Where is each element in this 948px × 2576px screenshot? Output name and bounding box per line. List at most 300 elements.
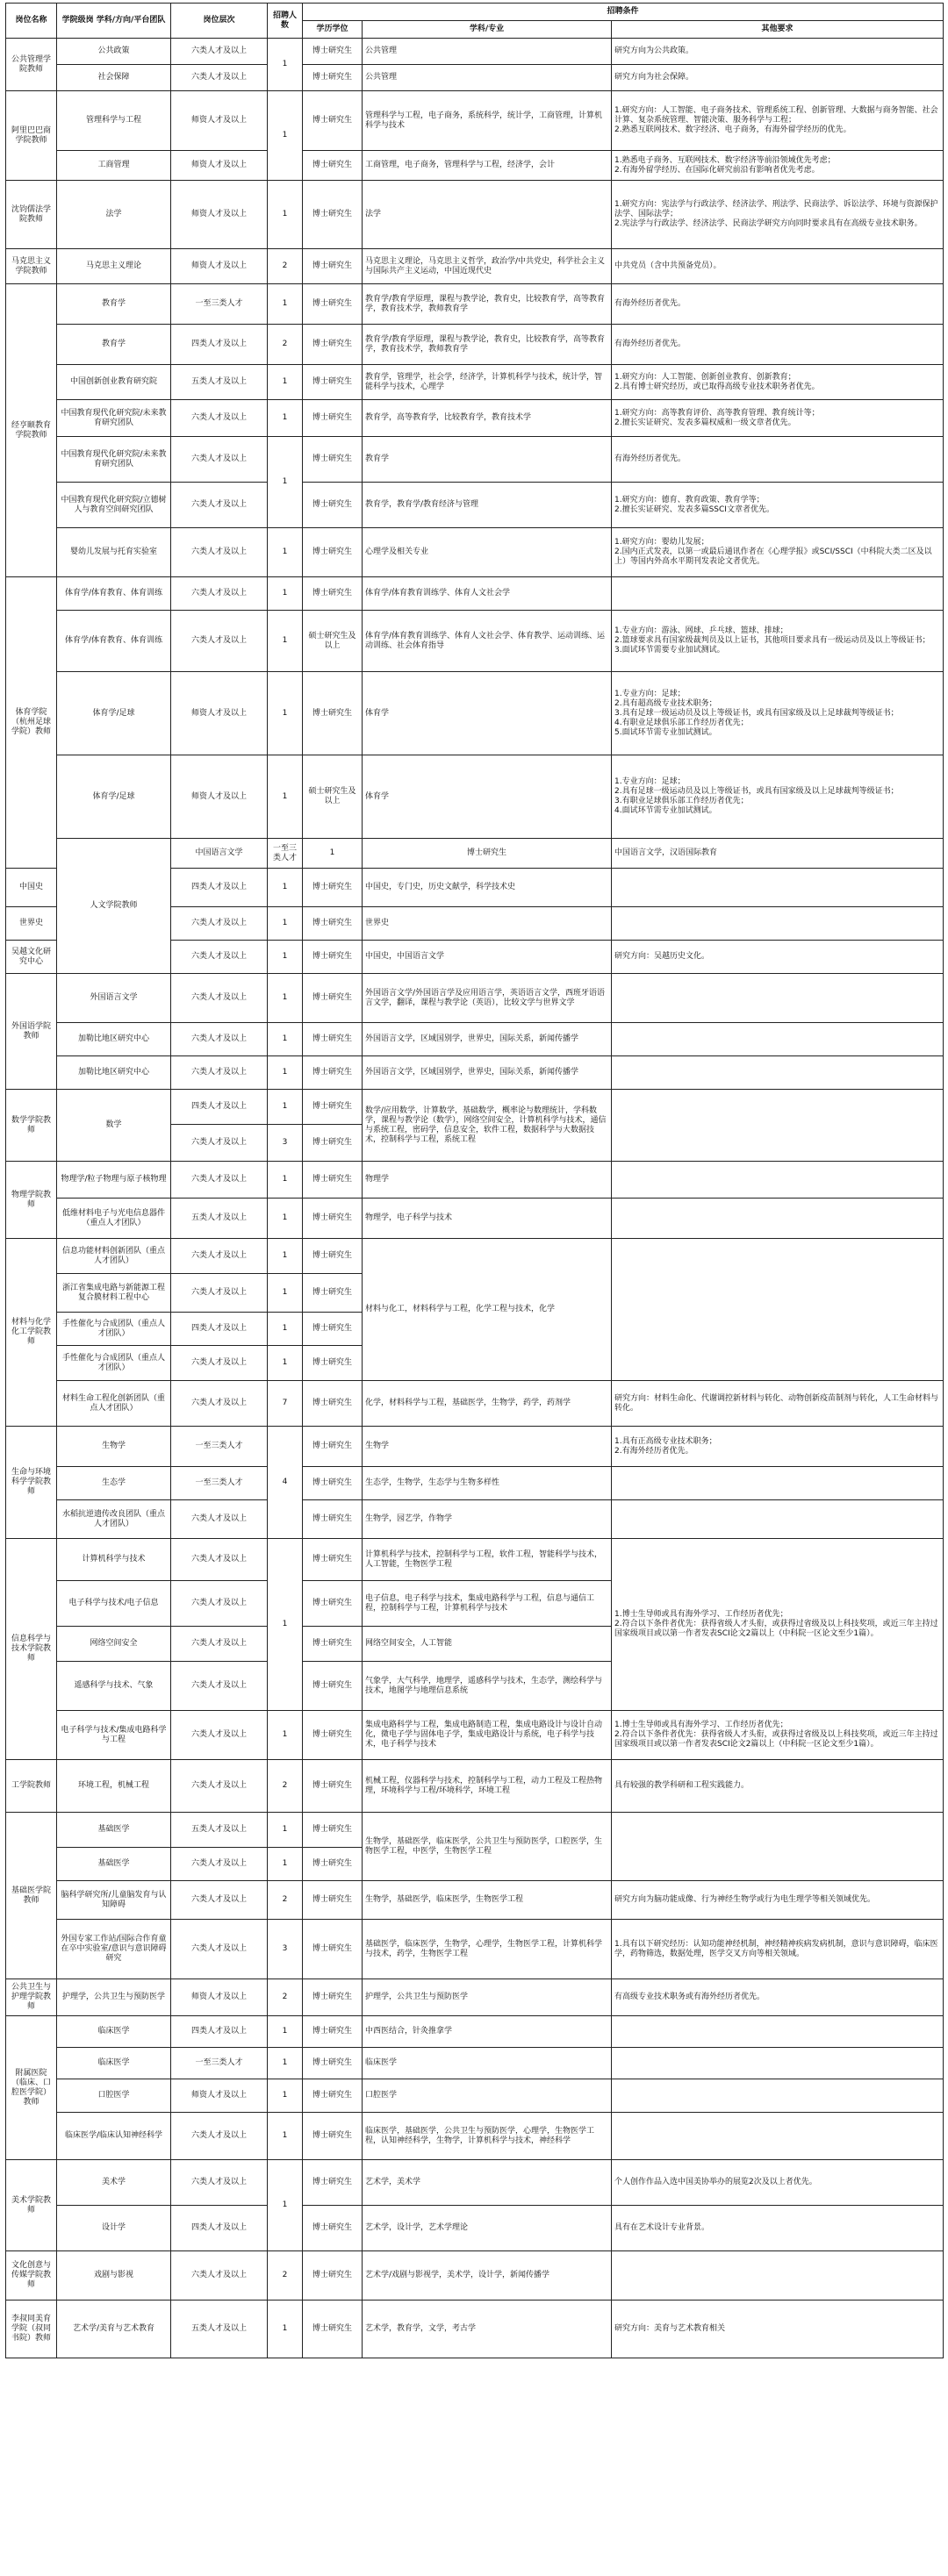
other-requirements-cell: 1.专业方向：足球； 2.具有足球一级运动员及以上等级证书，或具有国家级及以上足球裁判等级证书； 3.有职业足球俱乐部工作经历者优先； 4.面试环节需专业加试测试。 bbox=[612, 755, 944, 839]
count-cell: 2 bbox=[268, 2251, 303, 2301]
count-cell: 3 bbox=[268, 1920, 303, 1979]
degree-cell: 博士研究生 bbox=[303, 1467, 363, 1500]
degree-cell: 博士研究生 bbox=[303, 1239, 363, 1274]
table-row bbox=[6, 181, 944, 249]
position-name-cell: 数学学院教师 bbox=[6, 1090, 57, 1162]
level-cell: 六类人才及以上 bbox=[171, 1711, 268, 1760]
table-row bbox=[6, 2048, 944, 2079]
degree-cell: 博士研究生 bbox=[303, 365, 363, 400]
level-cell: 六类人才及以上 bbox=[171, 65, 268, 91]
table-row bbox=[6, 365, 944, 400]
count-cell: 1 bbox=[268, 91, 303, 181]
level-cell: 六类人才及以上 bbox=[171, 437, 268, 483]
table-row bbox=[6, 91, 944, 151]
degree-cell: 博士研究生 bbox=[303, 1427, 363, 1467]
major-cell: 生物学，基础医学，临床医学，生物医学工程 bbox=[363, 1881, 612, 1920]
major-cell: 公共管理 bbox=[363, 39, 612, 65]
count-cell: 1 bbox=[268, 1313, 303, 1346]
level-cell: 六类人才及以上 bbox=[171, 1500, 268, 1539]
count-cell: 1 bbox=[268, 1023, 303, 1056]
position-name-cell: 公共管理学院教师 bbox=[6, 39, 57, 91]
degree-cell: 博士研究生 bbox=[303, 249, 363, 284]
team-cell: 浙江省集成电路与新能源工程复合膜材料工程中心 bbox=[57, 1274, 171, 1313]
other-requirements-cell bbox=[612, 1056, 944, 1090]
team-cell: 水稻抗逆遗传改良团队（重点人才团队） bbox=[57, 1500, 171, 1539]
level-cell: 师资人才及以上 bbox=[171, 91, 268, 151]
table-row bbox=[6, 1979, 944, 2016]
degree-cell: 博士研究生 bbox=[303, 2079, 363, 2113]
level-cell: 六类人才及以上 bbox=[171, 483, 268, 528]
team-cell: 加勒比地区研究中心 bbox=[57, 1056, 171, 1090]
degree-cell: 硕士研究生及以上 bbox=[303, 611, 363, 672]
other-requirements-cell: 中共党员（含中共预备党员）。 bbox=[612, 249, 944, 284]
position-name-cell: 李叔同美育学院（叔同书院）教师 bbox=[6, 2301, 57, 2358]
level-cell: 六类人才及以上 bbox=[171, 1274, 268, 1313]
level-cell: 师资人才及以上 bbox=[171, 672, 268, 755]
major-cell: 中西医结合，针灸推拿学 bbox=[363, 2016, 612, 2048]
team-cell: 网络空间安全 bbox=[57, 1627, 171, 1662]
team-cell: 吴越文化研究中心 bbox=[6, 941, 57, 974]
team-cell: 马克思主义理论 bbox=[57, 249, 171, 284]
degree-cell: 博士研究生 bbox=[303, 528, 363, 577]
count-cell: 1 bbox=[268, 2079, 303, 2113]
major-cell: 机械工程，仪器科学与技术，控制科学与工程，动力工程及工程热物理，环境科学与工程/环境科学，环境工程 bbox=[363, 1760, 612, 1813]
table-row bbox=[6, 1711, 944, 1760]
level-cell: 六类人才及以上 bbox=[171, 941, 268, 974]
count-cell: 1 bbox=[268, 1090, 303, 1125]
count-cell: 7 bbox=[268, 1381, 303, 1427]
table-row bbox=[6, 1881, 944, 1920]
level-cell: 一至三类人才 bbox=[268, 839, 303, 869]
major-cell: 计算机科学与技术，控制科学与工程，软件工程，智能科学与技术，人工智能，生物医学工程 bbox=[363, 1539, 612, 1581]
other-requirements-cell bbox=[612, 2113, 944, 2160]
other-requirements-cell: 1.熟悉电子商务、互联网技术、数字经济等前沿领域优先考虑； 2.有海外留学经历、在国际化研究前沿有影响者优先考虑。 bbox=[612, 151, 944, 181]
other-requirements-cell bbox=[612, 2251, 944, 2301]
position-name-cell: 马克思主义学院教师 bbox=[6, 249, 57, 284]
count-cell: 1 bbox=[268, 1199, 303, 1239]
table-row bbox=[6, 577, 944, 611]
position-name-cell: 信息科学与技术学院教师 bbox=[6, 1539, 57, 1760]
position-name-cell: 人文学院教师 bbox=[57, 839, 171, 974]
major-cell: 材料与化工，材料科学与工程，化学工程与技术，化学 bbox=[363, 1239, 612, 1381]
degree-cell: 博士研究生 bbox=[303, 2113, 363, 2160]
table-row bbox=[6, 2301, 944, 2358]
position-name-cell: 材料与化学化工学院教师 bbox=[6, 1239, 57, 1427]
table-row bbox=[6, 611, 944, 672]
header-conditions: 招聘条件 bbox=[303, 4, 944, 21]
level-cell: 一至三类人才 bbox=[171, 284, 268, 325]
other-requirements-cell: 个人创作作品入选中国美协举办的展览2次及以上者优先。 bbox=[612, 2160, 944, 2206]
major-cell: 艺术学/戏剧与影视学，美术学，设计学，新闻传播学 bbox=[363, 2251, 612, 2301]
count-cell: 2 bbox=[268, 325, 303, 365]
degree-cell: 博士研究生 bbox=[303, 181, 363, 249]
other-requirements-cell bbox=[612, 974, 944, 1023]
table-row bbox=[6, 284, 944, 325]
team-cell: 生物学 bbox=[57, 1427, 171, 1467]
degree-cell: 博士研究生 bbox=[303, 2251, 363, 2301]
other-requirements-cell: 1.研究方向：宪法学与行政法学、经济法学、刑法学、民商法学、诉讼法学、环境与资源保护法学、国际法学； 2.宪法学与行政法学、经济法学、民商法学研究方向同时要求具有在高级专业技术职务。 bbox=[612, 181, 944, 249]
position-name-cell: 沈钧儒法学院教师 bbox=[6, 181, 57, 249]
table-row bbox=[6, 528, 944, 577]
count-cell: 1 bbox=[268, 2048, 303, 2079]
count-cell: 1 bbox=[268, 528, 303, 577]
major-cell: 网络空间安全，人工智能 bbox=[363, 1627, 612, 1662]
team-cell: 世界史 bbox=[6, 907, 57, 941]
degree-cell: 博士研究生 bbox=[303, 1090, 363, 1125]
team-cell: 计算机科学与技术 bbox=[57, 1539, 171, 1581]
table-row bbox=[6, 1162, 944, 1199]
level-cell: 六类人才及以上 bbox=[171, 1056, 268, 1090]
other-requirements-cell bbox=[612, 869, 944, 907]
position-name-cell: 附属医院（临床、口腔医学院）教师 bbox=[6, 2016, 57, 2160]
major-cell: 生物学，基础医学，临床医学，公共卫生与预防医学，口腔医学，生物医学工程，中医学，生物医学工程 bbox=[363, 1813, 612, 1881]
table-row bbox=[6, 65, 944, 91]
major-cell: 外国语言文学/外国语言学及应用语言学，英语语言文学，西班牙语语言文学，翻译，课程与教学论（英语），比较文学与世界文学 bbox=[363, 974, 612, 1023]
team-cell: 物理学/粒子物理与原子核物理 bbox=[57, 1162, 171, 1199]
degree-cell: 博士研究生 bbox=[303, 1813, 363, 1848]
team-cell: 中国创新创业教育研究院 bbox=[57, 365, 171, 400]
team-cell: 环境工程，机械工程 bbox=[57, 1760, 171, 1813]
table-row bbox=[6, 2206, 944, 2251]
header-major: 学科/专业 bbox=[363, 21, 612, 39]
level-cell: 六类人才及以上 bbox=[171, 1162, 268, 1199]
other-requirements-cell bbox=[612, 1090, 944, 1162]
other-requirements-cell: 研究方向为社会保障。 bbox=[612, 65, 944, 91]
other-requirements-cell: 1.博士生导师或具有海外学习、工作经历者优先； 2.符合以下条件者优先：获得省级人才头衔，或获得过省级及以上科技奖项，或近三年主持过国家级项目或以第一作者发表SCI论文2篇以上（中科院一区论文至少1篇）。 bbox=[612, 1539, 944, 1711]
level-cell: 一至三类人才 bbox=[171, 1427, 268, 1467]
degree-cell: 博士研究生 bbox=[303, 2016, 363, 2048]
count-cell: 1 bbox=[268, 400, 303, 437]
team-cell: 手性催化与合成团队（重点人才团队） bbox=[57, 1346, 171, 1381]
table-row bbox=[6, 1199, 944, 1239]
level-cell: 六类人才及以上 bbox=[171, 611, 268, 672]
table-row bbox=[6, 1239, 944, 1274]
position-name-cell: 外国语学院教师 bbox=[6, 974, 57, 1090]
other-requirements-cell: 研究方向：材料生命化、代谢调控新材料与转化、动物创新疫苗制剂与转化，人工生命材料与转化。 bbox=[612, 1381, 944, 1427]
degree-cell: 博士研究生 bbox=[303, 1162, 363, 1199]
degree-cell: 博士研究生 bbox=[303, 325, 363, 365]
team-cell: 教育学 bbox=[57, 284, 171, 325]
other-requirements-cell: 具有在艺术设计专业背景。 bbox=[612, 2206, 944, 2251]
table-row bbox=[6, 1467, 944, 1500]
team-cell: 电子科学与技术/电子信息 bbox=[57, 1581, 171, 1627]
position-name-cell: 体育学院（杭州足球学院）教师 bbox=[6, 577, 57, 869]
other-requirements-cell bbox=[612, 1199, 944, 1239]
other-requirements-cell: 1.研究方向：人工智能、电子商务技术、管理系统工程、创新管理、大数据与商务智能、社会计算、复杂系统管理、智能决策、服务科学与工程； 2.熟悉互联网技术、数字经济、电子商务，有海外留学经历的优先。 bbox=[612, 91, 944, 151]
degree-cell: 博士研究生 bbox=[303, 2301, 363, 2358]
other-requirements-cell bbox=[612, 1162, 944, 1199]
degree-cell: 博士研究生 bbox=[303, 1056, 363, 1090]
other-requirements-cell: 有海外经历者优先。 bbox=[612, 284, 944, 325]
level-cell: 师资人才及以上 bbox=[171, 151, 268, 181]
level-cell: 六类人才及以上 bbox=[171, 1848, 268, 1881]
other-requirements-cell: 有海外经历者优先。 bbox=[612, 325, 944, 365]
level-cell: 六类人才及以上 bbox=[171, 1346, 268, 1381]
other-requirements-cell: 1.研究方向：德育、教育政策、教育学等； 2.擅长实证研究、发表多篇SSCI文章者优先。 bbox=[612, 483, 944, 528]
other-requirements-cell: 1.专业方向：足球； 2.具有超高级专业技术职务； 3.具有足球一级运动员及以上等级证书，或具有国家级及以上足球裁判等级证书； 4.有职业足球俱乐部工作经历者优先； 5.面试环节需专业加试测试。 bbox=[612, 672, 944, 755]
table-row bbox=[6, 2016, 944, 2048]
other-requirements-cell bbox=[612, 1813, 944, 1881]
count-cell: 1 bbox=[268, 907, 303, 941]
team-cell: 中国教育现代化研究院/未来教育研究团队 bbox=[57, 437, 171, 483]
degree-cell: 博士研究生 bbox=[303, 577, 363, 611]
level-cell: 六类人才及以上 bbox=[171, 1881, 268, 1920]
degree-cell: 博士研究生 bbox=[303, 1920, 363, 1979]
other-requirements-cell bbox=[612, 2016, 944, 2048]
table-row bbox=[6, 437, 944, 483]
other-requirements-cell: 1.博士生导师或具有海外学习、工作经历者优先； 2.符合以下条件者优先：获得省级人才头衔，或获得过省级及以上科技奖项，或近三年主持过国家级项目或以第一作者发表SCI论文2篇以上（中科院一区论文至少1篇）。 bbox=[612, 1711, 944, 1760]
team-cell: 中国教育现代化研究院/立德树人与教育空间研究团队 bbox=[57, 483, 171, 528]
degree-cell: 博士研究生 bbox=[303, 1662, 363, 1711]
major-cell: 临床医学，基础医学，公共卫生与预防医学，心理学，生物医学工程，认知神经科学，生物学，计算机科学与技术，神经科学 bbox=[363, 2113, 612, 2160]
degree-cell: 博士研究生 bbox=[303, 2048, 363, 2079]
level-cell: 六类人才及以上 bbox=[171, 907, 268, 941]
table-row bbox=[6, 2113, 944, 2160]
degree-cell: 博士研究生 bbox=[303, 1346, 363, 1381]
other-requirements-cell: 1.研究方向：人工智能、创新创业教育、创新教育； 2.具有博士研究经历，或已取得高级专业技术职务者优先。 bbox=[612, 365, 944, 400]
team-cell: 管理科学与工程 bbox=[57, 91, 171, 151]
major-cell: 生物学，园艺学，作物学 bbox=[363, 1500, 612, 1539]
header-level: 岗位层次 bbox=[171, 4, 268, 39]
count-cell: 3 bbox=[268, 1125, 303, 1162]
major-cell: 物理学，电子科学与技术 bbox=[363, 1199, 612, 1239]
degree-cell: 博士研究生 bbox=[363, 839, 612, 869]
other-requirements-cell: 研究方向：吴越历史文化。 bbox=[612, 941, 944, 974]
other-requirements-cell: 1.研究方向：高等教育评价、高等教育管理、教育统计等； 2.擅长实证研究、发表多篇权威和一级文章者优先。 bbox=[612, 400, 944, 437]
major-cell: 体育学/体育教育训练学、体育人文社会学 bbox=[363, 577, 612, 611]
position-name-cell: 公共卫生与护理学院教师 bbox=[6, 1979, 57, 2016]
major-cell: 艺术学，设计学，艺术学理论 bbox=[363, 2206, 612, 2251]
header-count: 招聘人数 bbox=[268, 4, 303, 39]
other-requirements-cell bbox=[612, 2079, 944, 2113]
table-row bbox=[6, 755, 944, 839]
count-cell: 1 bbox=[268, 1239, 303, 1274]
degree-cell: 博士研究生 bbox=[303, 1848, 363, 1881]
position-name-cell: 物理学院教师 bbox=[6, 1162, 57, 1239]
level-cell: 四类人才及以上 bbox=[171, 869, 268, 907]
table-row bbox=[6, 1023, 944, 1056]
team-cell: 体育学/体育教育、体育训练 bbox=[57, 577, 171, 611]
level-cell: 六类人才及以上 bbox=[171, 2113, 268, 2160]
position-name-cell: 美术学院教师 bbox=[6, 2160, 57, 2251]
count-cell: 1 bbox=[268, 365, 303, 400]
major-cell: 生物学 bbox=[363, 1427, 612, 1467]
degree-cell: 博士研究生 bbox=[303, 284, 363, 325]
level-cell: 四类人才及以上 bbox=[171, 325, 268, 365]
team-cell: 口腔医学 bbox=[57, 2079, 171, 2113]
table-row bbox=[6, 1920, 944, 1979]
team-cell: 基础医学 bbox=[57, 1813, 171, 1848]
major-cell: 教育学/教育学原理，课程与教学论，教育史，比较教育学，高等教育学，教育技术学，教师教育学 bbox=[363, 325, 612, 365]
level-cell: 师资人才及以上 bbox=[171, 1979, 268, 2016]
degree-cell: 博士研究生 bbox=[303, 91, 363, 151]
level-cell: 六类人才及以上 bbox=[171, 974, 268, 1023]
team-cell: 设计学 bbox=[57, 2206, 171, 2251]
degree-cell: 博士研究生 bbox=[303, 1313, 363, 1346]
team-cell: 中国史 bbox=[6, 869, 57, 907]
team-cell: 基础医学 bbox=[57, 1848, 171, 1881]
level-cell: 师资人才及以上 bbox=[171, 2079, 268, 2113]
team-cell: 体育学/足球 bbox=[57, 755, 171, 839]
team-cell: 工商管理 bbox=[57, 151, 171, 181]
major-cell: 管理科学与工程，电子商务，系统科学，统计学，工商管理，计算机科学与技术 bbox=[363, 91, 612, 151]
table-row bbox=[6, 1056, 944, 1090]
other-requirements-cell: 具有较强的教学科研和工程实践能力。 bbox=[612, 1760, 944, 1813]
other-requirements-cell bbox=[612, 1467, 944, 1500]
level-cell: 六类人才及以上 bbox=[171, 1662, 268, 1711]
level-cell: 四类人才及以上 bbox=[171, 1313, 268, 1346]
major-cell: 中国语言文学，汉语国际教育 bbox=[612, 839, 944, 869]
level-cell: 一至三类人才 bbox=[171, 1467, 268, 1500]
major-cell: 外国语言文学，区域国别学，世界史，国际关系，新闻传播学 bbox=[363, 1056, 612, 1090]
table-row bbox=[6, 1500, 944, 1539]
degree-cell: 博士研究生 bbox=[303, 1274, 363, 1313]
table-row bbox=[6, 2251, 944, 2301]
count-cell: 1 bbox=[268, 577, 303, 611]
major-cell: 教育学，管理学，社会学，经济学，计算机科学与技术，统计学，智能科学与技术，心理学 bbox=[363, 365, 612, 400]
degree-cell: 博士研究生 bbox=[303, 1581, 363, 1627]
level-cell: 四类人才及以上 bbox=[171, 2206, 268, 2251]
degree-cell: 博士研究生 bbox=[303, 39, 363, 65]
position-name-cell: 经亨颐教育学院教师 bbox=[6, 284, 57, 577]
other-requirements-cell: 1.研究方向：婴幼儿发展； 2.国内正式发表，以第一或最后通讯作者在《心理学报》或SCI/SSCI（中科院大类二区及以上）等国内外高水平期刊发表论文者优先。 bbox=[612, 528, 944, 577]
degree-cell: 博士研究生 bbox=[303, 1381, 363, 1427]
team-cell: 婴幼儿发展与托育实验室 bbox=[57, 528, 171, 577]
level-cell: 六类人才及以上 bbox=[171, 1920, 268, 1979]
degree-cell: 博士研究生 bbox=[303, 1760, 363, 1813]
other-requirements-cell: 研究方向为公共政策。 bbox=[612, 39, 944, 65]
table-row bbox=[6, 1381, 944, 1427]
count-cell: 2 bbox=[268, 249, 303, 284]
degree-cell: 博士研究生 bbox=[303, 2160, 363, 2206]
major-cell: 体育学/体育教育训练学、体育人文社会学、体育教学、运动训练、运动训练、社会体育指导 bbox=[363, 611, 612, 672]
count-cell: 1 bbox=[268, 1056, 303, 1090]
degree-cell: 硕士研究生及以上 bbox=[303, 755, 363, 839]
team-cell: 临床医学/临床认知神经科学 bbox=[57, 2113, 171, 2160]
team-cell: 脑科学研究所/儿童脑发育与认知障碍 bbox=[57, 1881, 171, 1920]
degree-cell: 博士研究生 bbox=[303, 1023, 363, 1056]
major-cell: 公共管理 bbox=[363, 65, 612, 91]
degree-cell: 博士研究生 bbox=[303, 65, 363, 91]
major-cell: 生态学，生物学，生态学与生物多样性 bbox=[363, 1467, 612, 1500]
major-cell: 护理学，公共卫生与预防医学 bbox=[363, 1979, 612, 2016]
major-cell: 工商管理，电子商务，管理科学与工程，经济学，会计 bbox=[363, 151, 612, 181]
table-body bbox=[6, 39, 944, 2358]
major-cell: 艺术学，美术学 bbox=[363, 2160, 612, 2206]
team-cell: 临床医学 bbox=[57, 2016, 171, 2048]
degree-cell: 博士研究生 bbox=[303, 1500, 363, 1539]
degree-cell: 博士研究生 bbox=[303, 151, 363, 181]
other-requirements-cell: 研究方向为脑功能成像、行为神经生物学或行为电生理学等相关领域优先。 bbox=[612, 1881, 944, 1920]
count-cell: 1 bbox=[268, 437, 303, 528]
count-cell: 1 bbox=[268, 755, 303, 839]
team-cell: 艺术学/美育与艺术教育 bbox=[57, 2301, 171, 2358]
degree-cell: 博士研究生 bbox=[303, 869, 363, 907]
team-cell: 体育学/体育教育、体育训练 bbox=[57, 611, 171, 672]
major-cell: 世界史 bbox=[363, 907, 612, 941]
count-cell: 1 bbox=[268, 1346, 303, 1381]
level-cell: 六类人才及以上 bbox=[171, 39, 268, 65]
count-cell: 1 bbox=[268, 2016, 303, 2048]
table-row bbox=[6, 325, 944, 365]
major-cell: 化学，材料科学与工程，基础医学，生物学，药学，药剂学 bbox=[363, 1381, 612, 1427]
major-cell: 电子信息，电子科学与技术，集成电路科学与工程，信息与通信工程，控制科学与工程，计算机科学与技术 bbox=[363, 1581, 612, 1627]
team-cell: 法学 bbox=[57, 181, 171, 249]
count-cell: 4 bbox=[268, 1427, 303, 1539]
count-cell: 2 bbox=[268, 1979, 303, 2016]
level-cell: 六类人才及以上 bbox=[171, 1760, 268, 1813]
other-requirements-cell: 1.专业方向：游泳、网球、乒乓球、篮球、排球； 2.篮球要求具有国家级裁判员及以上证书，其他项目要求具有一级运动员及以上等级证书； 3.面试环节需要专业加试测试。 bbox=[612, 611, 944, 672]
team-cell: 中国语言文学 bbox=[171, 839, 268, 869]
major-cell: 体育学 bbox=[363, 672, 612, 755]
level-cell: 五类人才及以上 bbox=[171, 365, 268, 400]
degree-cell: 博士研究生 bbox=[303, 672, 363, 755]
level-cell: 师资人才及以上 bbox=[171, 249, 268, 284]
position-name-cell: 阿里巴巴商学院教师 bbox=[6, 91, 57, 181]
degree-cell: 博士研究生 bbox=[303, 1539, 363, 1581]
level-cell: 四类人才及以上 bbox=[171, 1090, 268, 1125]
table-row bbox=[6, 839, 944, 869]
team-cell: 手性催化与合成团队（重点人才团队） bbox=[57, 1313, 171, 1346]
level-cell: 师资人才及以上 bbox=[171, 181, 268, 249]
team-cell: 临床医学 bbox=[57, 2048, 171, 2079]
team-cell: 戏剧与影视 bbox=[57, 2251, 171, 2301]
level-cell: 六类人才及以上 bbox=[171, 400, 268, 437]
count-cell: 1 bbox=[268, 2160, 303, 2251]
other-requirements-cell: 1.具有以下研究经历：认知功能神经机制，神经精神疾病发病机制，意识与意识障碍，临床医学，药物筛选，数据处理，医学交叉方向等相关领域。 bbox=[612, 1920, 944, 1979]
major-cell: 教育学，教育学/教育经济与管理 bbox=[363, 483, 612, 528]
table-row bbox=[6, 1760, 944, 1813]
count-cell: 2 bbox=[268, 1881, 303, 1920]
team-cell: 电子科学与技术/集成电路科学与工程 bbox=[57, 1711, 171, 1760]
count-cell: 1 bbox=[268, 39, 303, 91]
count-cell: 1 bbox=[268, 1813, 303, 1848]
position-name-cell: 文化创意与传媒学院教师 bbox=[6, 2251, 57, 2301]
header-degree: 学历学位 bbox=[303, 21, 363, 39]
header-position: 岗位名称 bbox=[6, 4, 57, 39]
level-cell: 师资人才及以上 bbox=[171, 755, 268, 839]
level-cell: 五类人才及以上 bbox=[171, 1199, 268, 1239]
count-cell: 1 bbox=[303, 839, 363, 869]
team-cell: 美术学 bbox=[57, 2160, 171, 2206]
major-cell: 外国语言文学，区域国别学，世界史，国际关系，新闻传播学 bbox=[363, 1023, 612, 1056]
level-cell: 五类人才及以上 bbox=[171, 1813, 268, 1848]
other-requirements-cell bbox=[612, 1023, 944, 1056]
degree-cell: 博士研究生 bbox=[303, 437, 363, 483]
table-row bbox=[6, 974, 944, 1023]
team-cell: 生态学 bbox=[57, 1467, 171, 1500]
count-cell: 1 bbox=[268, 1274, 303, 1313]
other-requirements-cell bbox=[612, 577, 944, 611]
major-cell: 气象学，大气科学，地理学，遥感科学与技术，生态学，测绘科学与技术，地图学与地理信息系统 bbox=[363, 1662, 612, 1711]
degree-cell: 博士研究生 bbox=[303, 974, 363, 1023]
degree-cell: 博士研究生 bbox=[303, 2206, 363, 2251]
level-cell: 六类人才及以上 bbox=[171, 1539, 268, 1581]
major-cell: 数学/应用数学，计算数学，基础数学，概率论与数理统计，学科数学，课程与教学论（数学），网络空间安全，计算机科学与技术，通信与系统工程，密码学，信息安全，软件工程，数据科学与大数据技术，控制科学与工程，系统工程 bbox=[363, 1090, 612, 1162]
level-cell: 六类人才及以上 bbox=[171, 577, 268, 611]
count-cell: 1 bbox=[268, 1711, 303, 1760]
team-cell: 中国教育现代化研究院/未来教育研究团队 bbox=[57, 400, 171, 437]
table-row bbox=[6, 1539, 944, 1581]
level-cell: 六类人才及以上 bbox=[171, 2251, 268, 2301]
count-cell: 1 bbox=[268, 2113, 303, 2160]
degree-cell: 博士研究生 bbox=[303, 941, 363, 974]
level-cell: 六类人才及以上 bbox=[171, 1239, 268, 1274]
position-name-cell: 基础医学院教师 bbox=[6, 1813, 57, 1979]
position-name-cell: 工学院教师 bbox=[6, 1760, 57, 1813]
degree-cell: 博士研究生 bbox=[303, 1199, 363, 1239]
major-cell: 艺术学，教育学，文学，考古学 bbox=[363, 2301, 612, 2358]
